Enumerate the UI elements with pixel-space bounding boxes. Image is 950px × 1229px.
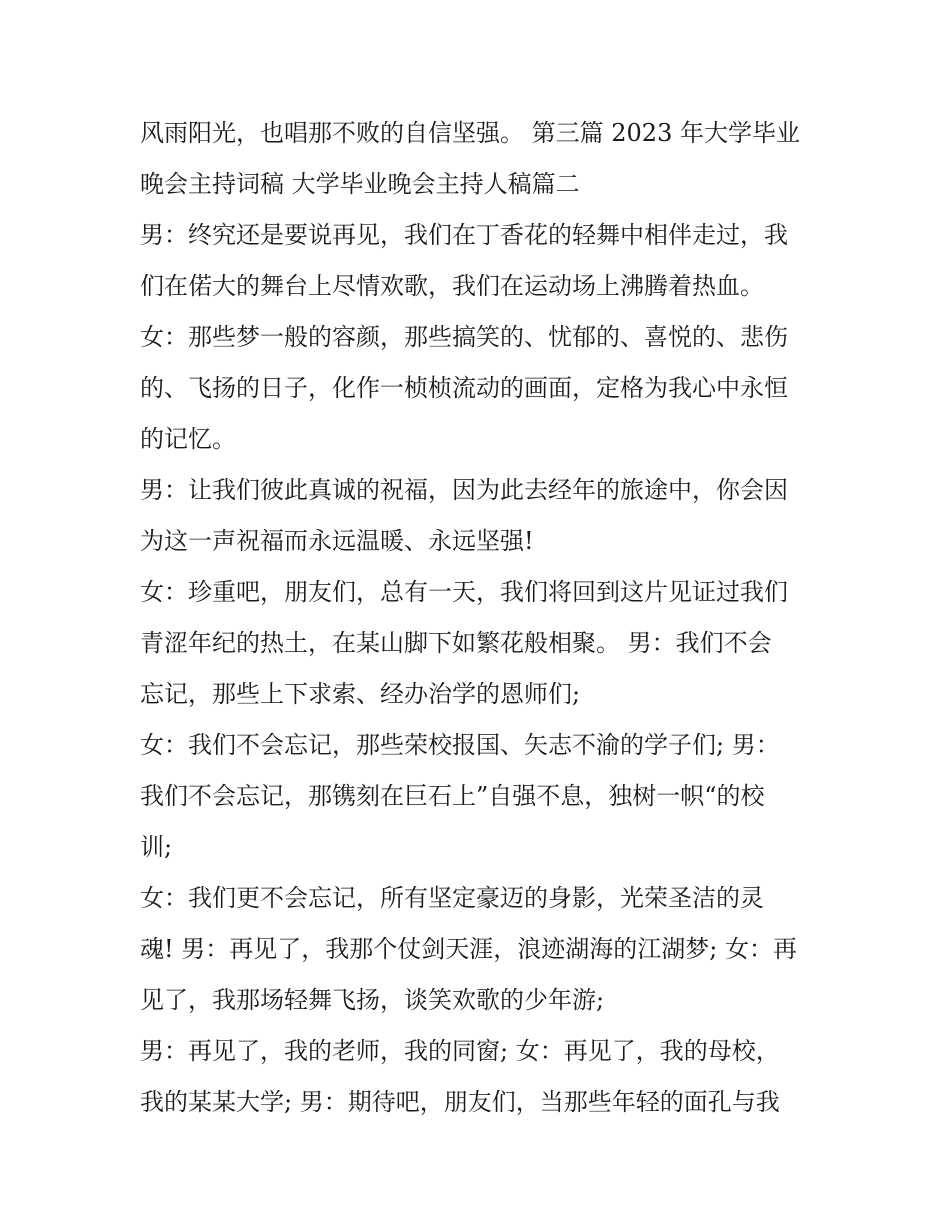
text-line: 青涩年纪的热土，在某山脚下如繁花般相聚。 男：我们不会 <box>140 629 772 657</box>
text-line: 训; <box>140 833 173 861</box>
text-line: 男：终究还是要说再见，我们在丁香花的轻舞中相伴走过，我 <box>140 221 788 249</box>
document-text <box>140 108 820 1128</box>
text-line: 女：我们不会忘记，那些荣校报国、矢志不渝的学子们; 男： <box>140 731 780 759</box>
text-line: 见了，我那场轻舞飞扬，谈笑欢歌的少年游; <box>140 986 605 1014</box>
text-line: 的、飞扬的日子，化作一桢桢流动的画面，定格为我心中永恒 <box>140 374 788 402</box>
text-line: 的记忆。 <box>140 425 236 453</box>
text-line: 男：让我们彼此真诚的祝福，因为此去经年的旅途中，你会因 <box>140 476 788 504</box>
text-line: 魂! 男：再见了，我那个仗剑天涯，浪迹湖海的江湖梦; 女：再 <box>140 935 797 963</box>
text-line: 忘记，那些上下求索、经办治学的恩师们; <box>140 680 581 708</box>
text-line: 为这一声祝福而永远温暖、永远坚强! <box>140 527 534 555</box>
text-line: 女：珍重吧，朋友们，总有一天，我们将回到这片见证过我们 <box>140 578 788 606</box>
text-line: 风雨阳光，也唱那不败的自信坚强。 第三篇 2023 年大学毕业 <box>140 119 800 147</box>
text-line: 们在偌大的舞台上尽情欢歌，我们在运动场上沸腾着热血。 <box>140 272 764 300</box>
text-line: 我的某某大学; 男：期待吧，朋友们，当那些年轻的面孔与我 <box>140 1088 780 1116</box>
text-line: 女：那些梦一般的容颜，那些搞笑的、忧郁的、喜悦的、悲伤 <box>140 323 788 351</box>
text-line: 女：我们更不会忘记，所有坚定豪迈的身影，光荣圣洁的灵 <box>140 884 764 912</box>
text-line: 男：再见了，我的老师，我的同窗; 女：再见了，我的母校， <box>140 1037 780 1065</box>
text-line: 晚会主持词稿 大学毕业晚会主持人稿篇二 <box>140 170 580 198</box>
text-line: 我们不会忘记，那镌刻在巨石上”自强不息，独树一帜“的校 <box>140 782 765 810</box>
